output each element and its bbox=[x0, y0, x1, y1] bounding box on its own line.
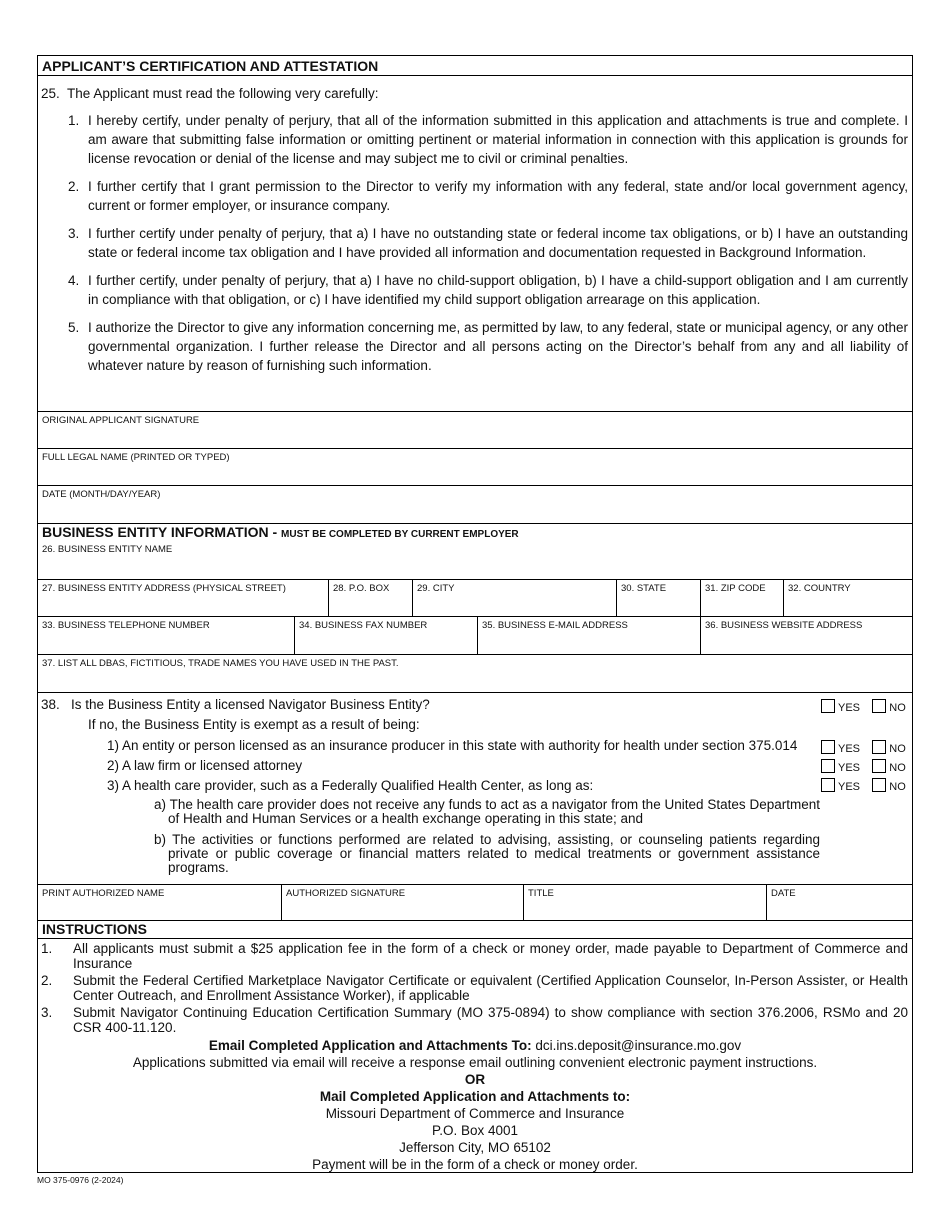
yes-checkbox[interactable] bbox=[821, 759, 835, 773]
yes-checkbox[interactable] bbox=[821, 740, 835, 754]
cert-item bbox=[68, 271, 908, 309]
business-fax-field[interactable]: 34. BUSINESS FAX NUMBER bbox=[294, 617, 477, 654]
email-note: Applications submitted via email will receive a response email outlining convenient electronic payment instructions. bbox=[132, 1055, 818, 1070]
question-38-line bbox=[41, 697, 430, 712]
no-checkbox[interactable] bbox=[872, 778, 886, 792]
business-name-row bbox=[38, 541, 912, 579]
no-label: NO bbox=[889, 781, 906, 793]
email-line bbox=[38, 1037, 912, 1054]
business-email-field[interactable]: 35. BUSINESS E-MAIL ADDRESS bbox=[477, 617, 700, 654]
full-legal-name-field[interactable] bbox=[38, 448, 912, 485]
exemption-option-2: 2) A law firm or licensed attorney bbox=[107, 758, 303, 773]
cert-item-number: 2. bbox=[68, 179, 80, 194]
yes-checkbox[interactable] bbox=[821, 699, 835, 713]
instructions-heading-row bbox=[38, 920, 912, 939]
business-entity-name-field[interactable]: 26. BUSINESS ENTITY NAME bbox=[42, 544, 173, 555]
no-label: NO bbox=[889, 762, 906, 774]
yes-no-group bbox=[821, 778, 906, 793]
email-label: Email Completed Application and Attachments To: bbox=[208, 1038, 532, 1053]
instruction-text: Submit Navigator Continuing Education Certification Summary (MO 375-0894) to show compliance with section 376.2006, RSMo and 20 CSR 400-11.120. bbox=[73, 1005, 908, 1035]
or-separator: OR bbox=[464, 1072, 486, 1087]
instruction-item bbox=[38, 973, 912, 1003]
authorization-date-field[interactable]: DATE bbox=[766, 885, 912, 920]
no-checkbox[interactable] bbox=[872, 740, 886, 754]
yes-no-group bbox=[821, 699, 906, 714]
state-field[interactable]: 30. STATE bbox=[616, 580, 700, 616]
cert-item bbox=[68, 111, 908, 168]
cert-item-text: I authorize the Director to give any information concerning me, as permitted by law, to any federal, state or municipal agency, or any other governmental organization. I further release the Director and all persons acting on the Director’s behalf from any and all liability of whatever nature by reason of furnishing such information. bbox=[88, 320, 908, 373]
no-label: NO bbox=[889, 702, 906, 714]
cert-item-number: 3. bbox=[68, 226, 80, 241]
yes-no-group bbox=[821, 759, 906, 774]
application-form bbox=[37, 55, 913, 1173]
date-field[interactable] bbox=[38, 485, 912, 523]
question-25-number: 25. bbox=[41, 86, 60, 101]
question-38-text: Is the Business Entity a licensed Navigator Business Entity? bbox=[71, 697, 430, 712]
dba-row bbox=[38, 654, 912, 692]
authorization-row bbox=[38, 884, 912, 920]
business-heading bbox=[38, 524, 523, 541]
business-telephone-field[interactable]: 33. BUSINESS TELEPHONE NUMBER bbox=[42, 620, 210, 631]
dba-names-field[interactable]: 37. LIST ALL DBAS, FICTITIOUS, TRADE NAMES YOU HAVE USED IN THE PAST. bbox=[42, 658, 399, 669]
business-heading-note: MUST BE COMPLETED BY CURRENT EMPLOYER bbox=[281, 529, 519, 540]
business-address-row bbox=[38, 579, 912, 616]
cert-item-text: I further certify under penalty of perjury, that a) I have no outstanding state or federal income tax obligations, or b) I have an outstanding state or federal income tax obligation and I have provided all information and documentation requested in Background Information. bbox=[88, 226, 908, 260]
no-checkbox[interactable] bbox=[872, 699, 886, 713]
po-box-field[interactable]: 28. P.O. BOX bbox=[328, 580, 412, 616]
instruction-text: All applicants must submit a $25 application fee in the form of a check or money order, made payable to Department of Commerce and Insurance bbox=[73, 941, 908, 971]
instruction-item bbox=[38, 1005, 912, 1035]
cert-item-text: I hereby certify, under penalty of perjury, that all of the information submitted in this application and attachments is true and complete. I am aware that submitting false information or omitting pertinent or material information in connection with this application is grounds for license revocation or denial of the license and may subject me to civil or criminal penalties. bbox=[88, 113, 908, 166]
certification-section bbox=[38, 56, 912, 373]
address-line-2: P.O. Box 4001 bbox=[431, 1123, 519, 1138]
instruction-item bbox=[38, 941, 912, 971]
address-line-1: Missouri Department of Commerce and Insurance bbox=[325, 1106, 625, 1121]
applicant-signature-field[interactable] bbox=[38, 411, 912, 448]
certification-heading: APPLICANT’S CERTIFICATION AND ATTESTATION bbox=[38, 56, 912, 76]
mail-label: Mail Completed Application and Attachments to: bbox=[319, 1089, 631, 1104]
cert-item-number: 4. bbox=[68, 273, 80, 288]
city-field[interactable]: 29. CITY bbox=[412, 580, 616, 616]
yes-no-group bbox=[821, 740, 906, 755]
instruction-text: Submit the Federal Certified Marketplace Navigator Certificate or equivalent (Certified Application Counselor, In-Person Assister, or Health Center Outreach, and Enrollment Assistance Worker), if applicable bbox=[73, 973, 908, 1003]
email-address[interactable]: dci.ins.deposit@insurance.mo.gov bbox=[535, 1038, 742, 1053]
instructions-heading: INSTRUCTIONS bbox=[42, 921, 147, 937]
yes-label: YES bbox=[838, 702, 861, 714]
title-field[interactable]: TITLE bbox=[523, 885, 766, 920]
instruction-number: 3. bbox=[41, 1005, 53, 1020]
no-label: NO bbox=[889, 743, 906, 755]
date-label: DATE (MONTH/DAY/YEAR) bbox=[42, 489, 161, 500]
yes-label: YES bbox=[838, 762, 861, 774]
instructions-body bbox=[38, 941, 912, 1173]
exemption-sub-b: b) The activities or functions performed are related to advising, assisting, or counseling patients regarding private or public coverage or financial matters related to medical treatments or government assistance programs. bbox=[154, 832, 820, 875]
business-address-field[interactable]: 27. BUSINESS ENTITY ADDRESS (PHYSICAL STREET) bbox=[42, 583, 286, 594]
applicant-signature-label: ORIGINAL APPLICANT SIGNATURE bbox=[42, 415, 200, 426]
payment-note: Payment will be in the form of a check or money order. bbox=[312, 1157, 638, 1172]
authorized-signature-field[interactable]: AUTHORIZED SIGNATURE bbox=[281, 885, 523, 920]
zip-code-field[interactable]: 31. ZIP CODE bbox=[700, 580, 783, 616]
print-authorized-name-field[interactable]: PRINT AUTHORIZED NAME bbox=[42, 888, 165, 899]
form-number: MO 375-0976 (2-2024) bbox=[37, 1175, 124, 1185]
question-38-if-no: If no, the Business Entity is exempt as a result of being: bbox=[88, 717, 420, 732]
instruction-number: 2. bbox=[41, 973, 53, 988]
country-field[interactable]: 32. COUNTRY bbox=[783, 580, 912, 616]
certification-items bbox=[68, 111, 908, 384]
cert-item bbox=[68, 224, 908, 262]
address-line-3: Jefferson City, MO 65102 bbox=[399, 1140, 551, 1155]
business-website-field[interactable]: 36. BUSINESS WEBSITE ADDRESS bbox=[700, 617, 912, 654]
cert-item bbox=[68, 177, 908, 215]
yes-checkbox[interactable] bbox=[821, 778, 835, 792]
cert-item-text: I further certify, under penalty of perjury, that a) I have no child-support obligation, b) I have a child-support obligation and I am currently in compliance with that obligation, or c) I have identified my child support obligation arrearage on this application. bbox=[88, 273, 908, 307]
cert-item-number: 5. bbox=[68, 320, 80, 335]
business-contact-row bbox=[38, 616, 912, 654]
cert-item bbox=[68, 318, 908, 375]
instruction-number: 1. bbox=[41, 941, 53, 956]
business-heading-text: BUSINESS ENTITY INFORMATION - bbox=[42, 524, 282, 540]
full-legal-name-label: FULL LEGAL NAME (PRINTED OR TYPED) bbox=[42, 452, 230, 463]
question-38-number: 38. bbox=[41, 697, 60, 712]
question-25 bbox=[41, 86, 378, 101]
exemption-option-1: 1) An entity or person licensed as an insurance producer in this state with authority for health under section 375.014 bbox=[107, 738, 798, 753]
business-heading-row bbox=[38, 523, 912, 541]
yes-label: YES bbox=[838, 781, 861, 793]
exemption-sub-a: a) The health care provider does not receive any funds to act as a navigator from the United States Department of Health and Human Services or a health exchange operating in this state; and bbox=[154, 797, 820, 826]
yes-label: YES bbox=[838, 743, 861, 755]
cert-item-text: I further certify that I grant permission to the Director to verify my information with any federal, state and/or local government agency, current or former employer, or insurance company. bbox=[88, 179, 908, 213]
exemption-option-3: 3) A health care provider, such as a Federally Qualified Health Center, as long as: bbox=[107, 778, 594, 793]
question-25-text: The Applicant must read the following very carefully: bbox=[67, 86, 379, 101]
no-checkbox[interactable] bbox=[872, 759, 886, 773]
cert-item-number: 1. bbox=[68, 113, 80, 128]
